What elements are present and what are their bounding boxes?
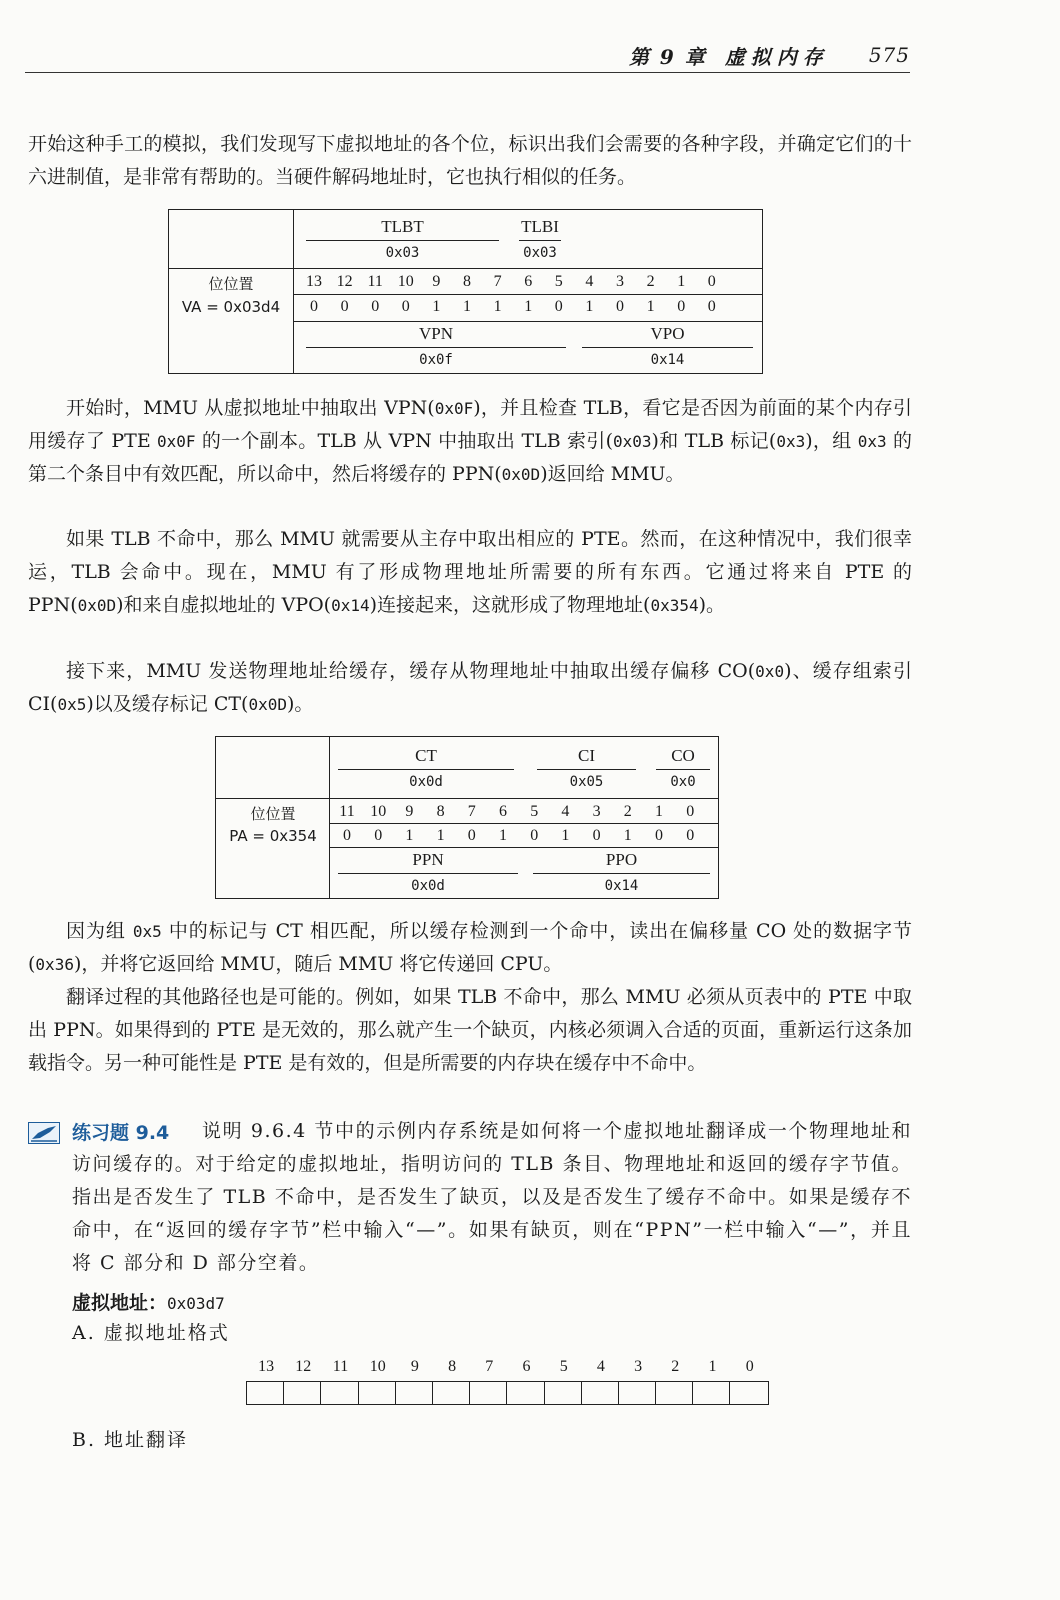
bit-position: 6 bbox=[499, 803, 507, 820]
paragraph-6: 翻译过程的其他路径也是可能的。例如，如果 TLB 不命中，那么 MMU 必须从页表中的 PTE 中取出 PPN。如果得到的 PTE 是无效的，那么就产生一个缺页，内核必须调入合适的页面，重新运行这条加载指令。另一种可能性是 PTE 是有效的，但是所需要的内存块在缓存中不命中。 bbox=[28, 986, 912, 1074]
bit-position: 3 bbox=[592, 803, 601, 820]
inline-code: 0x3 bbox=[776, 432, 806, 451]
inline-code: 0x36 bbox=[35, 955, 74, 974]
pa-table-rule bbox=[216, 798, 718, 799]
bit-value: 1 bbox=[646, 298, 655, 315]
inline-code: 0x0D bbox=[248, 695, 287, 714]
text-run: )连接起来，这就形成了物理地址( bbox=[369, 594, 651, 616]
exercise-text: 说明 9.6.4 节中的示例内存系统是如何将一个虚拟地址翻译成一个物理地址和访问缓存的。对于给定的虚拟地址，指明访问的 TLB 条目、物理地址和返回的缓存字节值。指出是否发生了 TLB 不命中，是否发生了缺页，以及是否发生了缓存不命中。如果是缓存不命中，在“返回的缓存字节”栏中输入“—”。如果有缺页，则在“PPN”一栏中输入“—”，并且将 C 部分和 D 部分空着。 bbox=[72, 1120, 912, 1274]
answer-bit-cell[interactable] bbox=[693, 1382, 730, 1404]
pa-bit-table bbox=[215, 736, 719, 899]
field-bracket-line bbox=[306, 347, 566, 348]
bit-position: 3 bbox=[616, 273, 624, 290]
inline-code: 0x0 bbox=[755, 662, 785, 681]
answer-bit-number: 6 bbox=[522, 1358, 531, 1375]
bit-value: 1 bbox=[499, 827, 507, 844]
inline-code: 0x0D bbox=[77, 596, 117, 615]
va-row-label: VA = 0x03d4 bbox=[181, 298, 281, 316]
paragraph-3 bbox=[28, 523, 912, 622]
field-bracket-line bbox=[338, 769, 514, 770]
field-name-vpo: VPO bbox=[650, 324, 685, 343]
bit-position: 4 bbox=[585, 273, 594, 290]
bit-value: 1 bbox=[432, 298, 441, 315]
text-run: )、缓存组索引 CI( bbox=[28, 660, 913, 715]
answer-bit-number: 7 bbox=[485, 1358, 494, 1375]
bit-value: 0 bbox=[554, 298, 563, 315]
answer-bit-number: 11 bbox=[332, 1358, 349, 1375]
bit-value: 0 bbox=[616, 298, 624, 315]
bit-value: 0 bbox=[707, 298, 716, 315]
field-value-ppo: 0x14 bbox=[604, 878, 639, 894]
bit-value: 0 bbox=[686, 827, 695, 844]
field-bracket-line bbox=[306, 240, 499, 241]
bit-value: 1 bbox=[561, 827, 570, 844]
inline-code: 0x0F bbox=[157, 432, 196, 451]
text-run: )，并将它返回给 MMU，随后 MMU 将它传递回 CPU。 bbox=[73, 953, 563, 975]
bit-position: 8 bbox=[463, 273, 471, 290]
va-bit-table bbox=[168, 209, 763, 374]
text-run: 如果 TLB 不命中，那么 MMU 就需要从主存中取出相应的 PTE。然而，在这种情况中，我们很幸运，TLB 会命中。现在，MMU 有了形成物理地址所需要的所有东西。它通过将来自 PTE 的 PPN( bbox=[28, 528, 912, 616]
text-run: )，组 bbox=[805, 430, 858, 452]
text-run: 接下来，MMU 发送物理地址给缓存，缓存从物理地址中抽取出缓存偏移 CO( bbox=[66, 660, 756, 682]
paragraph-2 bbox=[28, 392, 912, 491]
answer-bit-cell[interactable] bbox=[545, 1382, 582, 1404]
field-name-co: CO bbox=[671, 746, 695, 765]
virtual-address-label: 虚拟地址： bbox=[72, 1292, 168, 1314]
paragraph-1: 开始这种手工的模拟，我们发现写下虚拟地址的各个位，标识出我们会需要的各种字段，并确定它们的十六进制值，是非常有帮助的。当硬件解码地址时，它也执行相似的任务。 bbox=[28, 133, 912, 188]
bit-position: 7 bbox=[493, 273, 502, 290]
exercise-label: 练习题 9.4 bbox=[72, 1122, 170, 1144]
bit-position: 5 bbox=[530, 803, 539, 820]
bit-value: 0 bbox=[310, 298, 318, 315]
inline-code: 0x03 bbox=[613, 432, 652, 451]
answer-bit-number: 0 bbox=[745, 1358, 754, 1375]
paragraph-5 bbox=[28, 915, 912, 981]
bit-value: 0 bbox=[655, 827, 663, 844]
answer-bit-number: 2 bbox=[671, 1358, 680, 1375]
bit-position: 8 bbox=[436, 803, 445, 820]
answer-bit-cell[interactable] bbox=[619, 1382, 656, 1404]
field-name-tlbi: TLBI bbox=[521, 217, 559, 236]
inline-code: 0x14 bbox=[331, 596, 370, 615]
part-a-label: A. 虚拟地址格式 bbox=[72, 1322, 230, 1344]
text-run: )，并且检查 TLB，看它是否因为前面的某个内存引用缓存了 PTE bbox=[28, 397, 912, 452]
bit-value: 0 bbox=[374, 827, 383, 844]
bit-position: 1 bbox=[677, 273, 686, 290]
exercise-pencil-icon bbox=[28, 1122, 60, 1144]
virtual-address-line bbox=[72, 1287, 472, 1320]
answer-bit-number: 4 bbox=[596, 1358, 605, 1375]
bit-value: 1 bbox=[405, 827, 414, 844]
text-run: 中的标记与 CT 相匹配，所以缓存检测到一个命中，读出在偏移量 CO 处的数据字节( bbox=[28, 920, 912, 975]
answer-bit-cell[interactable] bbox=[247, 1382, 284, 1404]
field-bracket-line bbox=[533, 873, 710, 874]
answer-bit-number: 13 bbox=[258, 1358, 275, 1375]
bit-position: 1 bbox=[655, 803, 663, 820]
answer-bit-cell[interactable] bbox=[656, 1382, 693, 1404]
chapter-title: 虚拟内存 bbox=[724, 44, 829, 69]
bit-position: 11 bbox=[367, 273, 383, 290]
text-run: 因为组 bbox=[66, 920, 133, 942]
bit-value: 0 bbox=[530, 827, 539, 844]
page-number: 575 bbox=[868, 43, 910, 67]
bit-position-label: 位位置 bbox=[208, 277, 254, 293]
bit-position: 12 bbox=[336, 273, 353, 290]
answer-bit-cell[interactable] bbox=[470, 1382, 507, 1404]
answer-bit-number: 9 bbox=[410, 1358, 419, 1375]
inline-code: 0x5 bbox=[57, 695, 87, 714]
text-run: )返回给 MMU。 bbox=[540, 463, 685, 485]
text-run: )和 TLB 标记( bbox=[651, 430, 777, 452]
field-value-co: 0x0 bbox=[670, 774, 696, 790]
inline-code: 0x5 bbox=[132, 922, 162, 941]
answer-bit-number: 12 bbox=[295, 1358, 312, 1375]
bit-position: 0 bbox=[707, 273, 716, 290]
running-header bbox=[25, 38, 910, 73]
field-name-ci: CI bbox=[578, 746, 595, 765]
field-bracket-line bbox=[519, 240, 561, 241]
bit-position: 9 bbox=[405, 803, 414, 820]
bit-value: 0 bbox=[343, 827, 351, 844]
answer-bit-cell[interactable] bbox=[396, 1382, 433, 1404]
field-bracket-line bbox=[338, 873, 518, 874]
field-name-ppn: PPN bbox=[412, 850, 444, 869]
field-value-tlbt: 0x03 bbox=[385, 245, 420, 261]
bit-value: 1 bbox=[585, 298, 594, 315]
virtual-address-value: 0x03d7 bbox=[167, 1294, 225, 1313]
bit-position: 5 bbox=[554, 273, 563, 290]
bit-position: 0 bbox=[686, 803, 695, 820]
text-run: 开始时，MMU 从虚拟地址中抽取出 VPN( bbox=[66, 397, 435, 419]
field-value-ppn: 0x0d bbox=[411, 878, 445, 894]
bit-value: 1 bbox=[623, 827, 632, 844]
text-run: )和来自虚拟地址的 VPO( bbox=[116, 594, 332, 616]
bit-position: 2 bbox=[623, 803, 632, 820]
field-value-vpo: 0x14 bbox=[650, 352, 685, 368]
inline-code: 0x3 bbox=[857, 432, 887, 451]
field-bracket-line bbox=[656, 769, 710, 770]
bit-value: 1 bbox=[493, 298, 502, 315]
field-name-ppo: PPO bbox=[605, 850, 638, 869]
bit-position: 10 bbox=[397, 273, 414, 290]
pa-table-rule bbox=[329, 847, 718, 848]
field-value-ct: 0x0d bbox=[409, 774, 443, 790]
bit-value: 0 bbox=[371, 298, 380, 315]
bit-value: 0 bbox=[677, 298, 686, 315]
pa-table-rule bbox=[329, 823, 718, 824]
chapter-number: 第 9 章 bbox=[628, 44, 707, 69]
bit-value: 0 bbox=[340, 298, 349, 315]
bit-value: 0 bbox=[401, 298, 410, 315]
pa-row-label: PA = 0x354 bbox=[229, 827, 317, 845]
field-name-ct: CT bbox=[415, 746, 437, 765]
bit-value: 0 bbox=[592, 827, 601, 844]
field-name-vpn: VPN bbox=[418, 324, 454, 343]
paragraph-4 bbox=[28, 655, 912, 721]
inline-code: 0x0D bbox=[501, 465, 541, 484]
answer-bit-cell[interactable] bbox=[284, 1382, 321, 1404]
va-table-rule bbox=[293, 294, 762, 295]
bit-position: 9 bbox=[432, 273, 441, 290]
field-value-tlbi: 0x03 bbox=[523, 245, 557, 261]
va-table-rule bbox=[293, 321, 762, 322]
answer-bit-number: 1 bbox=[708, 1358, 717, 1375]
bit-position: 7 bbox=[467, 803, 476, 820]
bit-position: 6 bbox=[524, 273, 533, 290]
bit-value: 0 bbox=[467, 827, 476, 844]
answer-bit-cell[interactable] bbox=[730, 1382, 767, 1404]
va-table-rule bbox=[169, 268, 762, 269]
field-value-vpn: 0x0f bbox=[419, 352, 453, 368]
bit-position: 11 bbox=[339, 803, 355, 820]
inline-code: 0x354 bbox=[650, 596, 699, 615]
answer-bit-cell[interactable] bbox=[321, 1382, 358, 1404]
bit-value: 1 bbox=[524, 298, 533, 315]
bit-position: 4 bbox=[561, 803, 570, 820]
field-value-ci: 0x05 bbox=[569, 774, 604, 790]
text-run: )以及缓存标记 CT( bbox=[86, 693, 249, 715]
answer-bit-number: 3 bbox=[634, 1358, 643, 1375]
answer-bit-number: 10 bbox=[369, 1358, 386, 1375]
bit-position: 2 bbox=[646, 273, 655, 290]
answer-bit-grid bbox=[246, 1381, 769, 1405]
field-bracket-line bbox=[537, 769, 636, 770]
answer-bit-cell[interactable] bbox=[507, 1382, 544, 1404]
field-name-tlbt: TLBT bbox=[381, 217, 424, 236]
text-run: 的第二个条目中有效匹配，所以命中，然后将缓存的 PPN( bbox=[28, 430, 912, 485]
answer-bit-cell[interactable] bbox=[582, 1382, 619, 1404]
answer-bit-number: 5 bbox=[559, 1358, 568, 1375]
bit-position: 10 bbox=[370, 803, 387, 820]
bit-position: 13 bbox=[306, 273, 322, 290]
part-b-label: B. 地址翻译 bbox=[72, 1429, 189, 1451]
answer-bit-cell[interactable] bbox=[359, 1382, 396, 1404]
bit-value: 1 bbox=[463, 298, 471, 315]
answer-bit-cell[interactable] bbox=[433, 1382, 470, 1404]
text-run: 的一个副本。TLB 从 VPN 中抽取出 TLB 索引( bbox=[195, 430, 613, 452]
bit-value: 1 bbox=[436, 827, 445, 844]
field-bracket-line bbox=[582, 347, 753, 348]
text-run: )。 bbox=[286, 693, 314, 715]
inline-code: 0x0F bbox=[434, 399, 474, 418]
bit-position-label: 位位置 bbox=[250, 807, 296, 823]
text-run: )。 bbox=[698, 594, 726, 616]
answer-bit-number: 8 bbox=[448, 1358, 457, 1375]
